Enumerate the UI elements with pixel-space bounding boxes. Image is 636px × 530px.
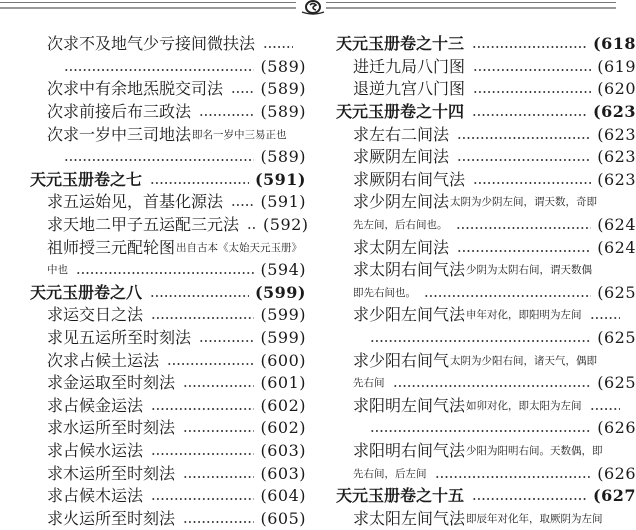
dot-leader xyxy=(167,362,254,366)
toc-right-column xyxy=(336,33,636,530)
toc-volume-heading xyxy=(336,101,636,124)
dot-leader xyxy=(151,452,254,456)
header-rule-left xyxy=(0,2,296,9)
toc-page-number: (603) xyxy=(260,440,306,460)
dot-leader xyxy=(456,226,592,230)
toc-continuation-line xyxy=(30,56,306,79)
toc-entry xyxy=(30,304,306,327)
toc-continuation-line xyxy=(336,417,636,440)
toc-entry xyxy=(336,214,636,237)
dot-leader xyxy=(231,90,254,94)
toc-entry xyxy=(336,304,636,327)
toc-entry xyxy=(336,462,636,485)
toc-volume-heading xyxy=(30,169,306,192)
toc-page-number: (623 xyxy=(593,102,636,122)
dot-leader xyxy=(435,475,592,479)
dot-leader xyxy=(370,339,591,343)
dot-leader xyxy=(472,45,587,49)
toc-entry-title: 次求一岁中三司地法 xyxy=(47,124,192,144)
toc-entry-title: 次求中有余地炁脱交司法 xyxy=(47,79,224,99)
toc-entry xyxy=(30,327,306,350)
toc-entry-title: 求厥阴左间法 xyxy=(353,147,450,167)
toc-page-number: (626 xyxy=(597,418,636,438)
toc-page-number: (599) xyxy=(260,305,306,325)
dot-leader xyxy=(590,316,620,320)
toc-page-number: (623 xyxy=(597,124,636,144)
header-rule-right xyxy=(326,2,616,9)
toc-entry-note: 少阴为太阴右间，谓天数偶 xyxy=(466,264,593,277)
toc-entry-note: 先右间 xyxy=(353,377,385,390)
toc-page-number: (620 xyxy=(597,79,636,99)
toc-entry-title: 求见五运所至时刻法 xyxy=(47,328,192,348)
toc-entry-title: 进迁九局八门图 xyxy=(353,56,466,76)
toc-page-number: (589) xyxy=(260,56,306,76)
publisher-logo-icon xyxy=(300,0,326,14)
toc-volume-heading xyxy=(30,282,306,305)
toc-entry xyxy=(30,395,306,418)
toc-entry xyxy=(30,101,306,124)
toc-page-number: (604) xyxy=(260,486,306,506)
toc-entry xyxy=(336,146,636,169)
toc-entry-title: 祖师授三元配轮图 xyxy=(47,237,176,257)
dot-leader xyxy=(183,429,254,433)
toc-entry-title: 求五运始见，首基化源法 xyxy=(47,192,224,212)
toc-left-column xyxy=(30,33,309,530)
toc-entry-title: 求太阳左间气法 xyxy=(353,508,466,528)
dot-leader xyxy=(151,497,254,501)
toc-page-number: (594) xyxy=(260,260,306,280)
toc-entry xyxy=(30,349,306,372)
toc-entry-note: 出自古本《太始天元玉册》 xyxy=(176,241,303,254)
toc-entry-title: 求太阴左间法 xyxy=(353,237,450,257)
dot-leader xyxy=(457,136,591,140)
toc-entry-title: 求木运所至时刻法 xyxy=(47,463,176,483)
toc-entry xyxy=(336,56,636,79)
toc-page-number: (619 xyxy=(597,56,636,76)
toc-page-number: (602) xyxy=(260,395,306,415)
toc-entry-title: 天元玉册卷之十三 xyxy=(336,34,465,54)
toc-entry-title: 求少阳右间气 xyxy=(353,350,450,370)
toc-page-number: (599) xyxy=(260,328,306,348)
toc-entry-note: 先左间，后右间也。 xyxy=(353,219,448,232)
toc-entry-title: 求占候金运法 xyxy=(47,395,144,415)
dot-leader xyxy=(183,475,254,479)
toc-entry xyxy=(336,349,636,372)
toc-entry xyxy=(30,507,306,530)
dot-leader xyxy=(393,384,592,388)
toc-entry xyxy=(336,507,636,530)
toc-entry-title: 天元玉册卷之十四 xyxy=(336,102,465,122)
toc-entry-title: 求厥阴右间气法 xyxy=(353,169,466,189)
toc-entry xyxy=(336,78,636,101)
dot-leader xyxy=(370,429,591,433)
toc-entry-note: 中也 xyxy=(47,264,68,277)
toc-page-number: (600) xyxy=(260,350,306,370)
toc-page-number: (605) xyxy=(260,508,306,528)
toc-entry-title: 天元玉册卷之八 xyxy=(30,282,143,302)
toc-entry xyxy=(336,191,636,214)
toc-entry-title: 次求不及地气少亏接间微扶法 xyxy=(47,34,256,54)
toc-entry-note: 如卯对化，即太阳为左间 xyxy=(466,399,582,412)
toc-entry-note: 太阴为少阴左间，谓天数，奇即 xyxy=(450,196,598,209)
dot-leader xyxy=(473,68,591,72)
dot-leader xyxy=(76,271,254,275)
toc-entry xyxy=(336,123,636,146)
toc-entry-title: 求水运所至时刻法 xyxy=(47,418,176,438)
toc-entry-note: 即辰年对化年，取厥阴为左间 xyxy=(466,512,603,525)
toc-entry-title: 求太阴右间气法 xyxy=(353,260,466,280)
toc-page-number: (625 xyxy=(597,373,636,393)
toc-entry-title: 求火运所至时刻法 xyxy=(47,508,176,528)
toc-entry xyxy=(30,372,306,395)
toc-entry xyxy=(30,78,306,101)
toc-page-number: (591) xyxy=(254,169,306,189)
toc-page-number: (603) xyxy=(260,463,306,483)
toc-entry xyxy=(30,417,306,440)
toc-entry xyxy=(30,259,306,282)
dot-leader xyxy=(151,316,254,320)
dot-leader xyxy=(424,294,591,298)
toc-entry-title: 求少阴左间法 xyxy=(353,192,450,212)
toc-page-number: (623 xyxy=(597,169,636,189)
toc-page-number: (589) xyxy=(260,102,306,122)
toc-entry-title: 天元玉册卷之七 xyxy=(30,169,143,189)
dot-leader xyxy=(263,45,293,49)
toc-volume-heading xyxy=(336,33,636,56)
dot-leader xyxy=(199,339,254,343)
toc-continuation-line xyxy=(336,327,636,350)
dot-leader xyxy=(457,249,591,253)
toc-entry-note: 即名一岁中三易正也 xyxy=(192,128,287,141)
toc-entry-note: 申年对化，即阳明为左间 xyxy=(466,309,582,322)
toc-entry-title: 求占候木运法 xyxy=(47,486,144,506)
toc-entry-title: 退逆九宫八门图 xyxy=(353,79,466,99)
toc-page-number: (591) xyxy=(260,192,306,212)
toc-page-number: (624 xyxy=(597,237,636,257)
toc-page-number: (624 xyxy=(597,215,636,235)
toc-entry-title: 求运交日之法 xyxy=(47,305,144,325)
toc-entry-title: 求少阳左间气法 xyxy=(353,305,466,325)
toc-entry-title: 次求占候土运法 xyxy=(47,350,160,370)
toc-entry xyxy=(336,395,636,418)
dot-leader xyxy=(231,203,254,207)
toc-page-number: (625 xyxy=(597,328,636,348)
toc-entry xyxy=(336,440,636,463)
toc-page-number: (618 xyxy=(593,34,636,54)
toc-entry-title: 求金运取至时刻法 xyxy=(47,373,176,393)
toc-entry xyxy=(336,169,636,192)
dot-leader xyxy=(183,384,254,388)
dot-leader xyxy=(199,113,254,117)
toc-entry xyxy=(336,259,636,282)
toc-entry xyxy=(336,282,636,305)
toc-page-number: (601) xyxy=(260,373,306,393)
toc-entry-title: 求占候水运法 xyxy=(47,440,144,460)
dot-leader xyxy=(64,158,254,162)
toc-entry-title: 求阳明左间气法 xyxy=(353,395,466,415)
toc-page-number: (589) xyxy=(260,79,306,99)
toc-entry xyxy=(30,191,306,214)
toc-entry-note: 太阴为少阳右间，诸天气，偶即 xyxy=(450,354,598,367)
toc-volume-heading xyxy=(336,485,636,508)
toc-entry xyxy=(30,214,309,237)
toc-page-number: (627 xyxy=(593,486,636,506)
toc-entry xyxy=(336,372,636,395)
toc-page-number: (602) xyxy=(260,418,306,438)
toc-entry xyxy=(30,236,306,259)
dot-leader xyxy=(473,181,591,185)
dot-leader xyxy=(473,90,591,94)
toc-entry xyxy=(30,440,306,463)
toc-entry-note: 先右间，后左间 xyxy=(353,467,427,480)
dot-leader xyxy=(472,113,587,117)
toc-entry xyxy=(30,123,306,146)
toc-entry-note: 即先右间也。 xyxy=(353,286,416,299)
toc-entry-title: 求左右二间法 xyxy=(353,124,450,144)
dot-leader xyxy=(247,226,257,230)
toc-entry xyxy=(30,33,306,56)
toc-entry-note: 少阳为阳明右间。天数偶，即 xyxy=(466,444,603,457)
toc-page-number: (625 xyxy=(597,282,636,302)
toc-page-number: (589) xyxy=(260,147,306,167)
toc-page-number: (623 xyxy=(597,147,636,167)
dot-leader xyxy=(150,294,249,298)
toc-continuation-line xyxy=(30,146,306,169)
toc-entry-title: 次求前接后布三政法 xyxy=(47,102,192,122)
dot-leader xyxy=(150,181,249,185)
toc-entry-title: 求阳明右间气法 xyxy=(353,440,466,460)
toc-entry-title: 天元玉册卷之十五 xyxy=(336,486,465,506)
dot-leader xyxy=(64,68,254,72)
toc-entry xyxy=(30,462,306,485)
toc-page-number: (626 xyxy=(597,463,636,483)
dot-leader xyxy=(151,407,254,411)
toc-page-number: (592) xyxy=(263,215,309,235)
toc-entry-title: 求天地二甲子五运配三元法 xyxy=(47,215,240,235)
dot-leader xyxy=(457,158,591,162)
toc-page-number: (599) xyxy=(254,282,306,302)
dot-leader xyxy=(183,520,254,524)
dot-leader xyxy=(590,407,620,411)
dot-leader xyxy=(472,497,587,501)
toc-entry xyxy=(336,236,636,259)
toc-entry xyxy=(30,485,306,508)
